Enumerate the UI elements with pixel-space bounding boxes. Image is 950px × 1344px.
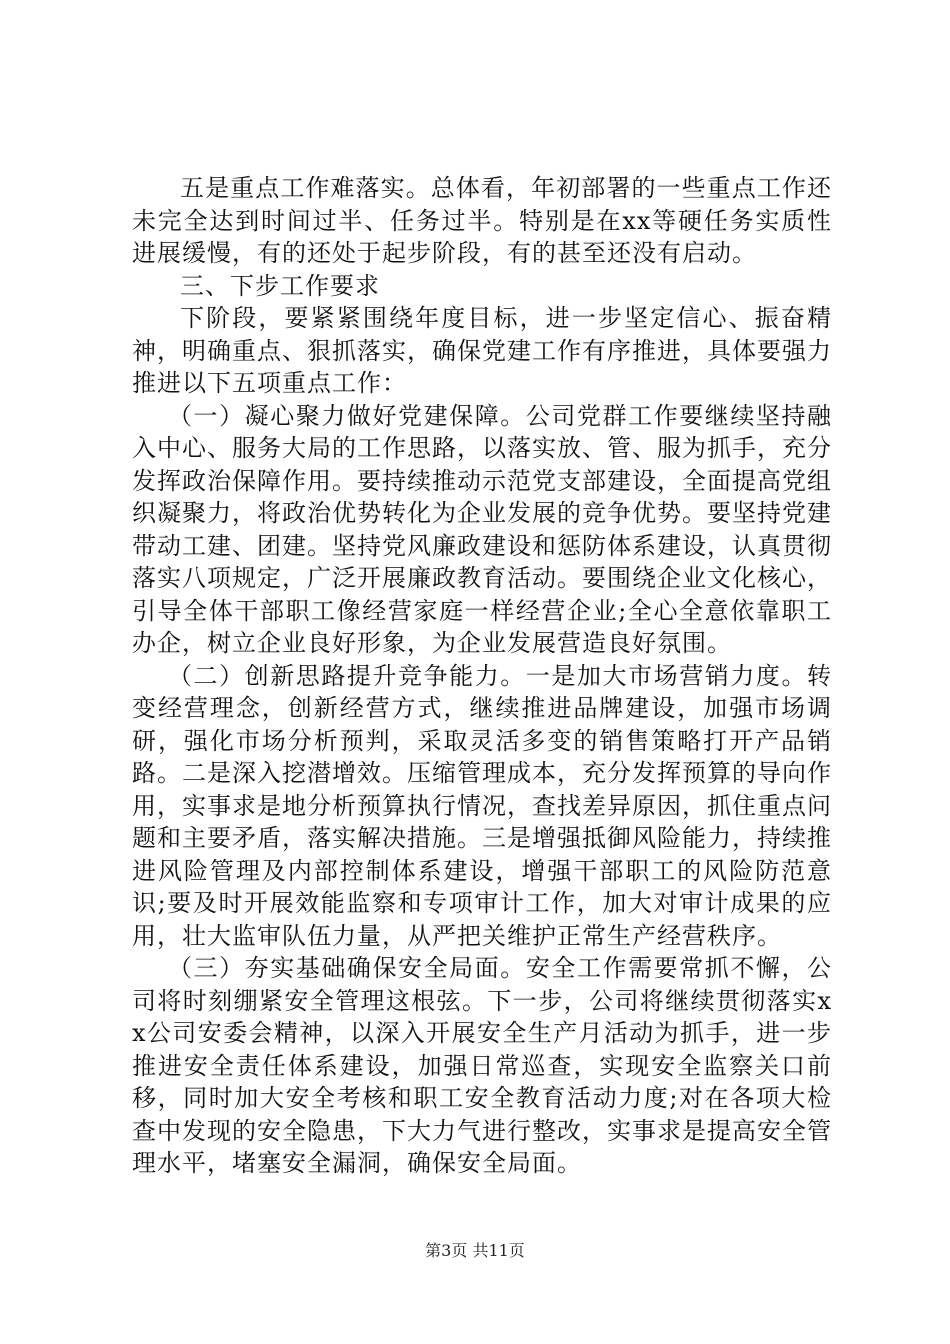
document-body bbox=[132, 172, 832, 1180]
section-heading-next-steps: 三、下步工作要求 bbox=[180, 271, 380, 300]
page-number-footer: 第3页 共11页 bbox=[425, 1241, 525, 1260]
paragraph-item-competitiveness: （二）创新思路提升竞争能力。一是加大市场营销力度。转变经营理念，创新经营方式，继续推进品牌建设，加强市场调研，强化市场分析预判，采取灵活多变的销售策略打开产品销路。二是深入挖潜增效。压缩管理成本，充分发挥预算的导向作用，实事求是地分析预算执行情况，查找差异原因，抓住重点问题和主要矛盾，落实解决措施。三是增强抵御风险能力，持续推进风险管理及内部控制体系建设，增强干部职工的风险防范意识;要及时开展效能监察和专项审计工作，加大对审计成果的应用，壮大监审队伍力量，从严把关维护正常生产经营秩序。 bbox=[132, 661, 832, 950]
paragraph-item-party-building: （一）凝心聚力做好党建保障。公司党群工作要继续坚持融入中心、服务大局的工作思路，以落实放、管、服为抓手，充分发挥政治保障作用。要持续推动示范党支部建设，全面提高党组织凝聚力，将政治优势转化为企业发展的竞争优势。要坚持党建带动工建、团建。坚持党风廉政建设和惩防体系建设，认真贯彻落实八项规定，广泛开展廉政教育活动。要围绕企业文化核心，引导全体干部职工像经营家庭一样经营企业;全心全意依靠职工办企，树立企业良好形象，为企业发展营造良好氛围。 bbox=[132, 401, 832, 657]
paragraph-next-stage-intro: 下阶段，要紧紧围绕年度目标，进一步坚定信心、振奋精神，明确重点、狠抓落实，确保党建工作有序推进，具体要强力推进以下五项重点工作： bbox=[132, 304, 832, 397]
paragraph-key-work-issue: 五是重点工作难落实。总体看，年初部署的一些重点工作还未完全达到时间过半、任务过半。特别是在xx等硬任务实质性进展缓慢，有的还处于起步阶段，有的甚至还没有启动。 bbox=[132, 174, 832, 267]
paragraph-item-safety: （三）夯实基础确保安全局面。安全工作需要常抓不懈，公司将时刻绷紧安全管理这根弦。下一步，公司将继续贯彻落实xx公司安委会精神，以深入开展安全生产月活动为抓手，进一步推进安全责任体系建设，加强日常巡查，实现安全监察关口前移，同时加大安全考核和职工安全教育活动力度;对在各项大检查中发现的安全隐患，下大力气进行整改，实事求是提高安全管理水平，堵塞安全漏洞，确保安全局面。 bbox=[132, 954, 832, 1177]
